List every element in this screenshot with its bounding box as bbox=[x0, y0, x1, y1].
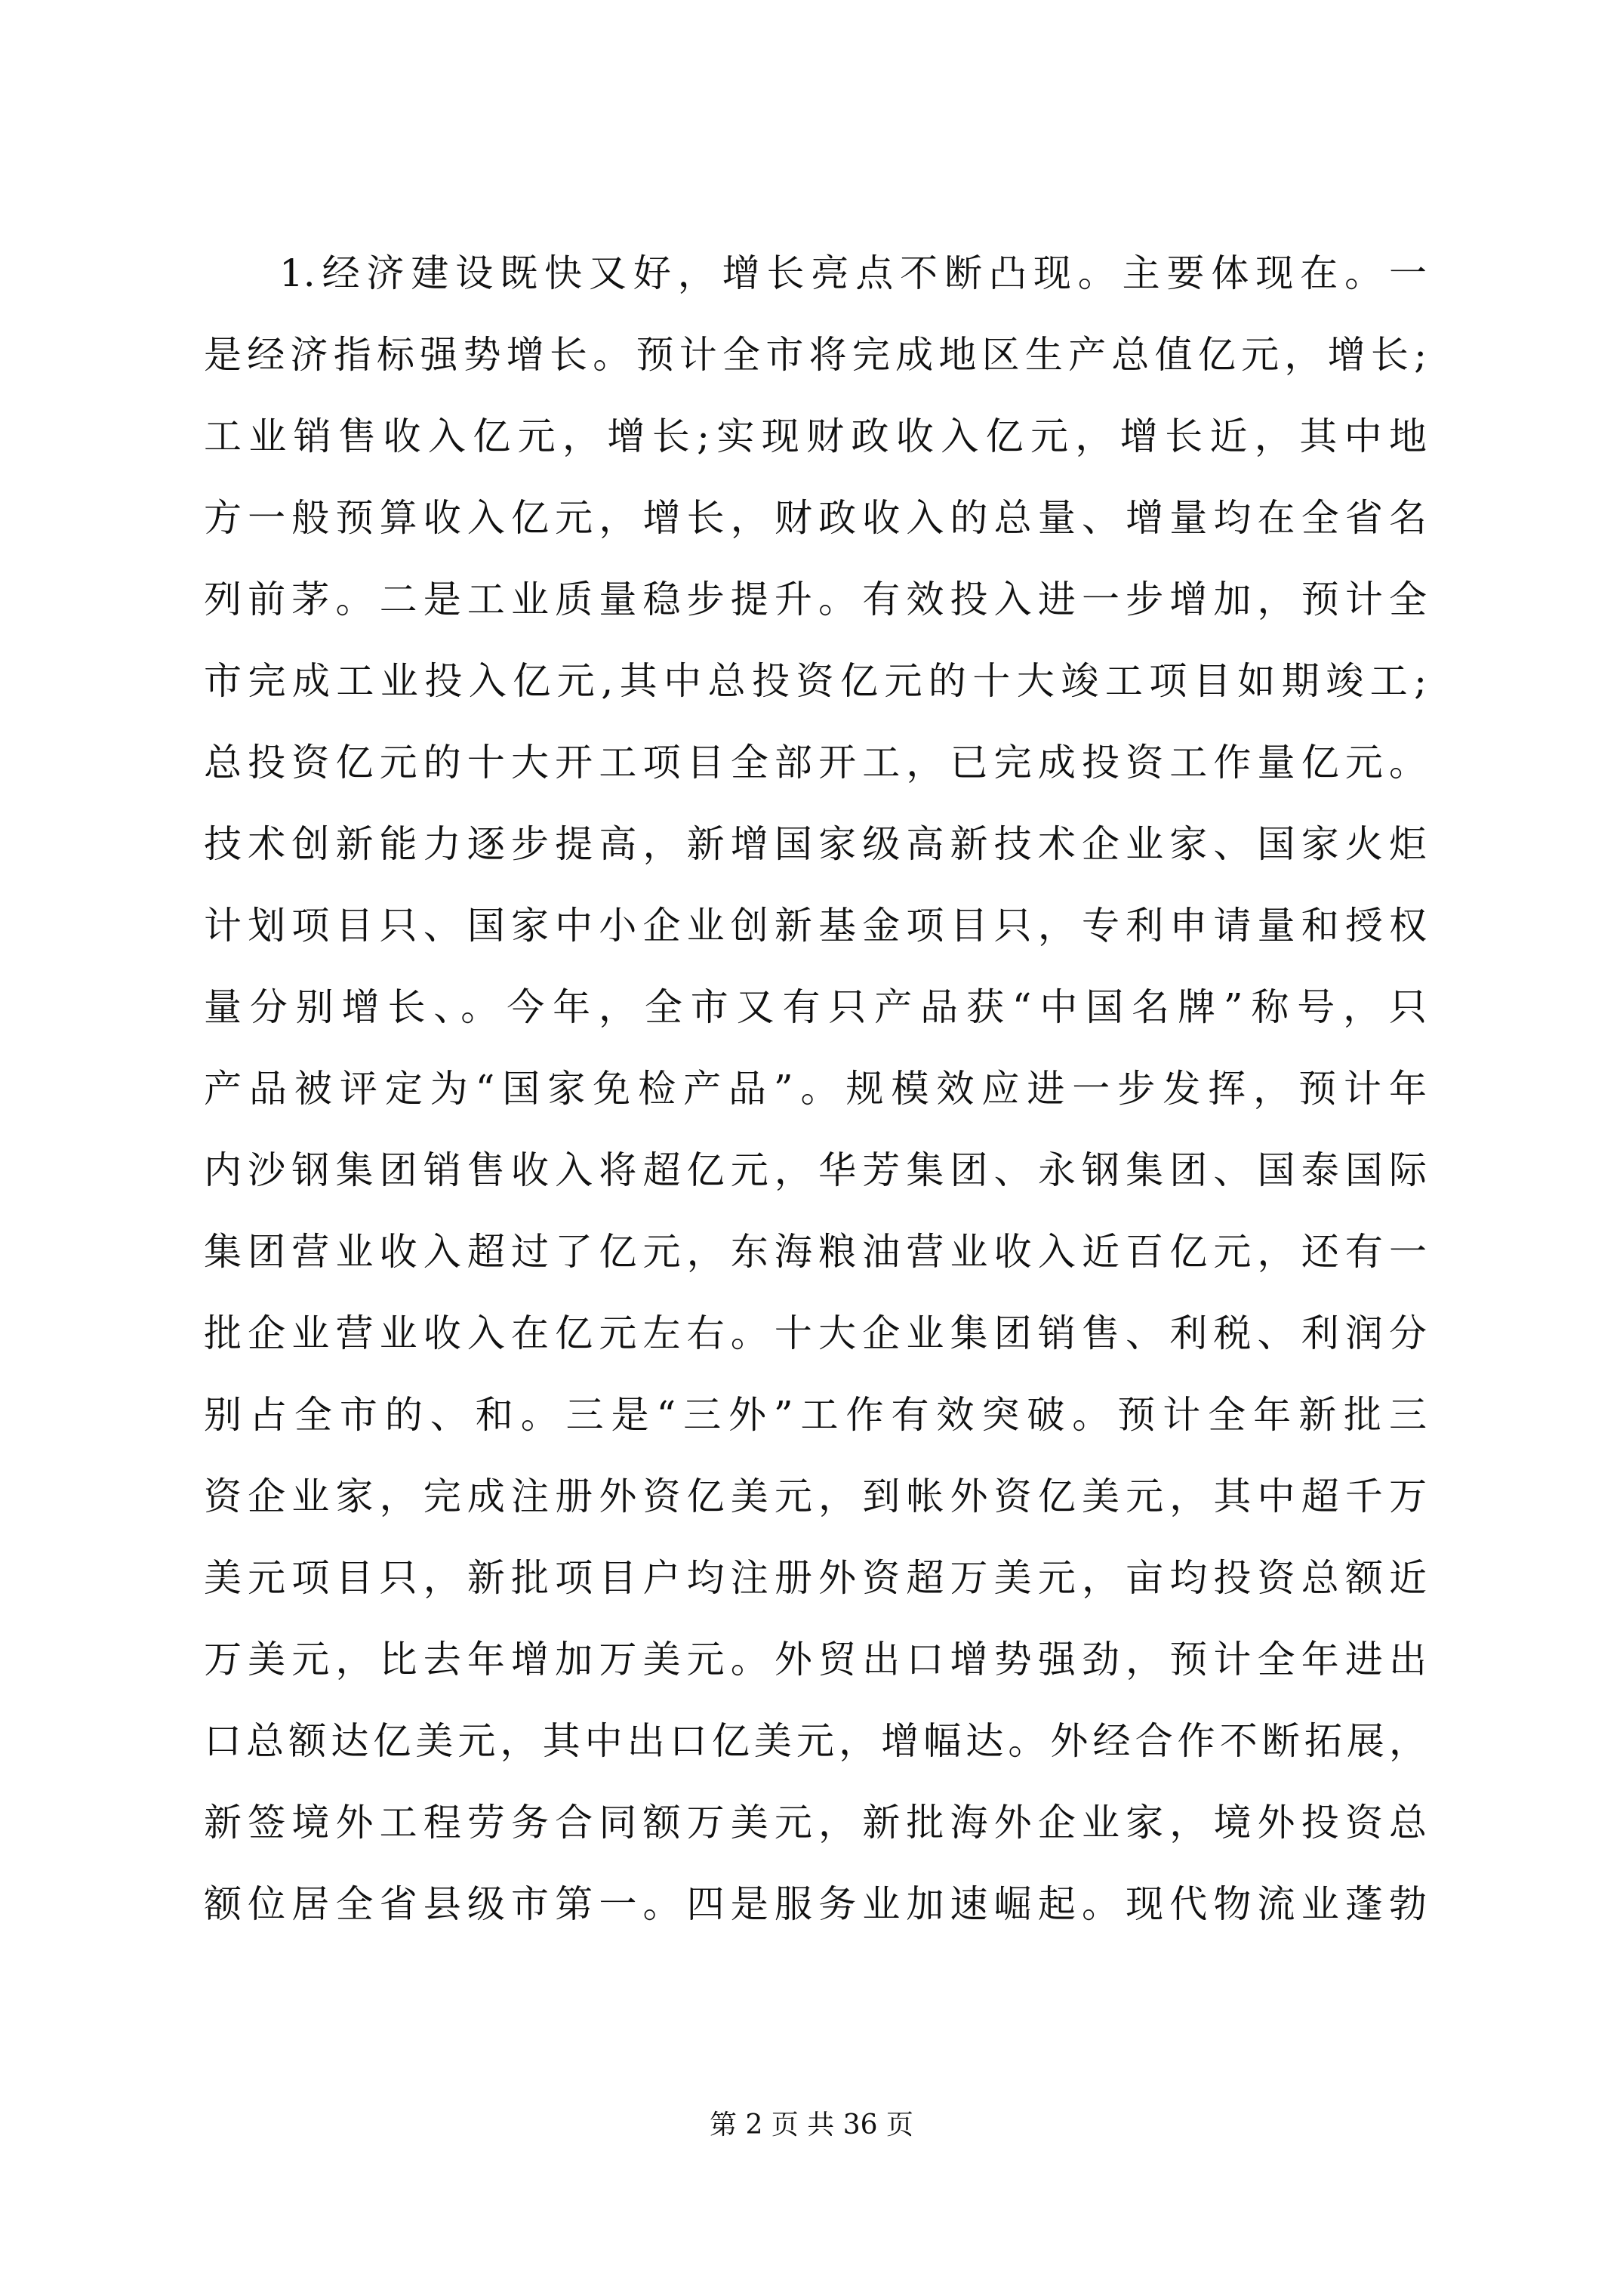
text-line: 量分别增长、。今年，全市又有只产品获“中国名牌”称号，只 bbox=[204, 985, 1427, 1029]
text-line: 方一般预算收入亿元，增长，财政收入的总量、增量均在全省名 bbox=[204, 496, 1427, 540]
text-line: 产品被评定为“国家免检产品”。规模效应进一步发挥，预计年 bbox=[204, 1067, 1427, 1111]
text-line: 总投资亿元的十大开工项目全部开工，已完成投资工作量亿元。 bbox=[204, 741, 1427, 784]
text-line: 万美元，比去年增加万美元。外贸出口增势强劲，预计全年进出 bbox=[204, 1638, 1427, 1681]
text-line: 工业销售收入亿元，增长;实现财政收入亿元，增长近，其中地 bbox=[204, 415, 1427, 458]
body-paragraph bbox=[204, 233, 1427, 1945]
text-line: 口总额达亿美元，其中出口亿美元，增幅达。外经合作不断拓展， bbox=[204, 1719, 1427, 1763]
text-line: 内沙钢集团销售收入将超亿元，华芳集团、永钢集团、国泰国际 bbox=[204, 1148, 1427, 1192]
text-line: 美元项目只，新批项目户均注册外资超万美元，亩均投资总额近 bbox=[204, 1556, 1427, 1600]
text-line: 列前茅。二是工业质量稳步提升。有效投入进一步增加，预计全 bbox=[204, 578, 1427, 621]
text-line: 新签境外工程劳务合同额万美元，新批海外企业家，境外投资总 bbox=[204, 1801, 1427, 1845]
text-line: 批企业营业收入在亿元左右。十大企业集团销售、利税、利润分 bbox=[204, 1311, 1427, 1355]
text-line: 计划项目只、国家中小企业创新基金项目只，专利申请量和授权 bbox=[204, 904, 1427, 948]
text-line: 额位居全省县级市第一。四是服务业加速崛起。现代物流业蓬勃 bbox=[204, 1882, 1427, 1926]
text-line: 1.经济建设既快又好，增长亮点不断凸现。主要体现在。一 bbox=[279, 251, 1427, 295]
text-line: 技术创新能力逐步提高，新增国家级高新技术企业家、国家火炬 bbox=[204, 822, 1427, 866]
text-line: 市完成工业投入亿元,其中总投资亿元的十大竣工项目如期竣工; bbox=[204, 659, 1427, 703]
text-line: 集团营业收入超过了亿元，东海粮油营业收入近百亿元，还有一 bbox=[204, 1230, 1427, 1274]
text-line: 资企业家，完成注册外资亿美元，到帐外资亿美元，其中超千万 bbox=[204, 1475, 1427, 1518]
text-line: 别占全市的、和。三是“三外”工作有效突破。预计全年新批三 bbox=[204, 1393, 1427, 1437]
text-line: 是经济指标强势增长。预计全市将完成地区生产总值亿元，增长; bbox=[204, 333, 1427, 377]
page-number-footer: 第 2 页 共 36 页 bbox=[710, 2110, 913, 2140]
